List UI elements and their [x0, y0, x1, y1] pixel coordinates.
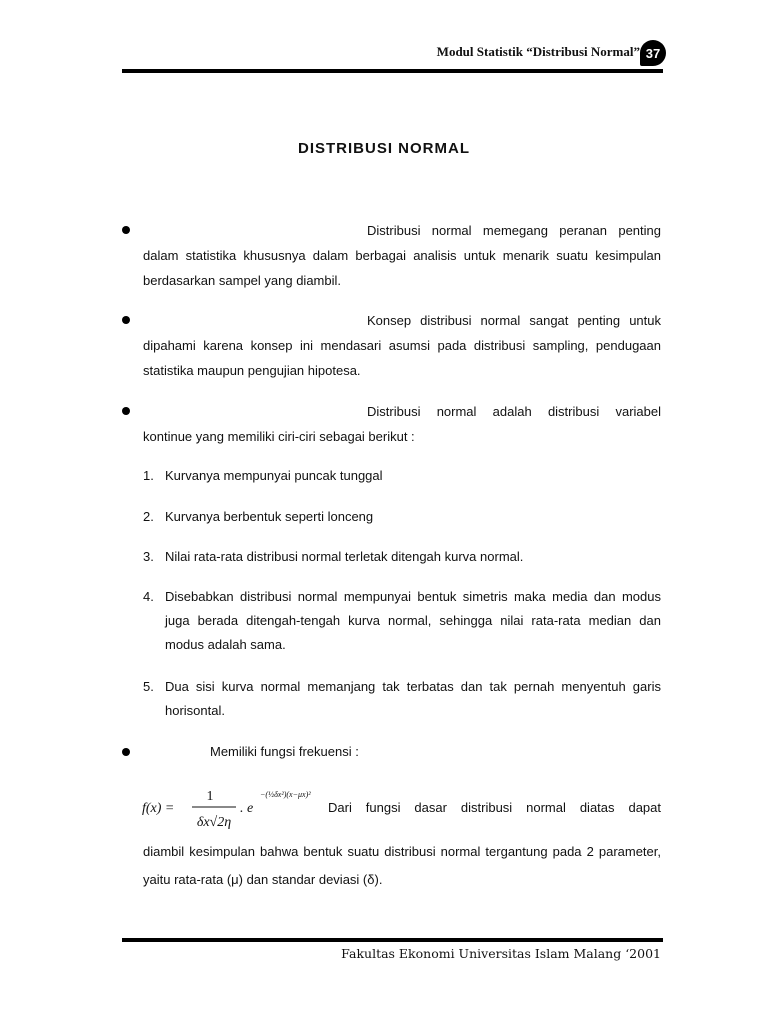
list-text: Dua sisi kurva normal memanjang tak terbatas dan tak pernah menyentuh garis horisontal. — [165, 679, 661, 718]
formula-caption: Dari fungsi dasar distribusi normal diatas dapat — [328, 800, 661, 815]
bullet-paragraph-2 — [143, 308, 661, 383]
formula-numerator: 1 — [206, 789, 214, 804]
formula-denominator: δx√2η — [196, 815, 232, 830]
running-footer: Fakultas Ekonomi Universitas Islam Malang ‘2001 — [341, 946, 661, 961]
list-item — [143, 675, 661, 723]
bullet-rest: kontinue yang memiliki ciri-ciri sebagai berikut : — [143, 429, 415, 444]
bullet-paragraph-1 — [143, 218, 661, 293]
normal-pdf-formula — [140, 783, 330, 831]
bullet-paragraph-4: Memiliki fungsi frekuensi : — [210, 744, 359, 759]
list-item — [143, 464, 661, 488]
formula-lhs: f(x) = — [142, 801, 175, 816]
list-text: Kurvanya mempunyai puncak tunggal — [165, 468, 383, 483]
list-item — [143, 585, 661, 657]
formula-conclusion: diambil kesimpulan bahwa bentuk suatu distribusi normal tergantung pada 2 parameter, yaitu rata-rata (μ) dan standar deviasi (δ). — [143, 844, 661, 887]
list-number: 1. — [143, 468, 154, 483]
list-number: 2. — [143, 509, 154, 524]
formula-exp-base: . e — [240, 801, 254, 816]
bullet-dot — [122, 407, 130, 415]
list-item — [143, 545, 661, 569]
running-header: Modul Statistik “Distribusi Normal” — [436, 44, 640, 59]
page-title: DISTRIBUSI NORMAL — [298, 140, 470, 157]
bullet-dot — [122, 748, 130, 756]
bullet-lead: Distribusi normal adalah distribusi variabel — [367, 404, 661, 419]
bullet-paragraph-3 — [143, 399, 661, 449]
bullet-lead: Distribusi normal memegang peranan penting — [367, 223, 661, 238]
bullet-rest: dalam statistika khususnya dalam berbagai analisis untuk menarik suatu kesimpulan berdasarkan sampel yang diambil. — [143, 248, 661, 288]
formula-exponent: −(½δx²)(x−μx)² — [260, 790, 311, 799]
list-number: 4. — [143, 589, 154, 604]
page-number-badge: 37 — [640, 40, 666, 66]
bullet-dot — [122, 226, 130, 234]
list-text: Kurvanya berbentuk seperti lonceng — [165, 509, 374, 524]
list-item — [143, 505, 661, 529]
list-text: Nilai rata-rata distribusi normal terletak ditengah kurva normal. — [165, 549, 524, 564]
list-number: 3. — [143, 549, 154, 564]
bullet-rest: dipahami karena konsep ini mendasari asumsi pada distribusi sampling, pendugaan statistika maupun pengujian hipotesa. — [143, 338, 661, 378]
header-rule — [122, 69, 663, 73]
list-text: Disebabkan distribusi normal mempunyai bentuk simetris maka media dan modus juga berada ditengah-tengah kurva normal, sehingga nilai rata-rata median dan modus adalah sama. — [165, 589, 661, 652]
bullet-lead: Konsep distribusi normal sangat penting untuk — [367, 313, 661, 328]
footer-rule — [122, 938, 663, 942]
bullet-dot — [122, 316, 130, 324]
list-number: 5. — [143, 679, 154, 694]
